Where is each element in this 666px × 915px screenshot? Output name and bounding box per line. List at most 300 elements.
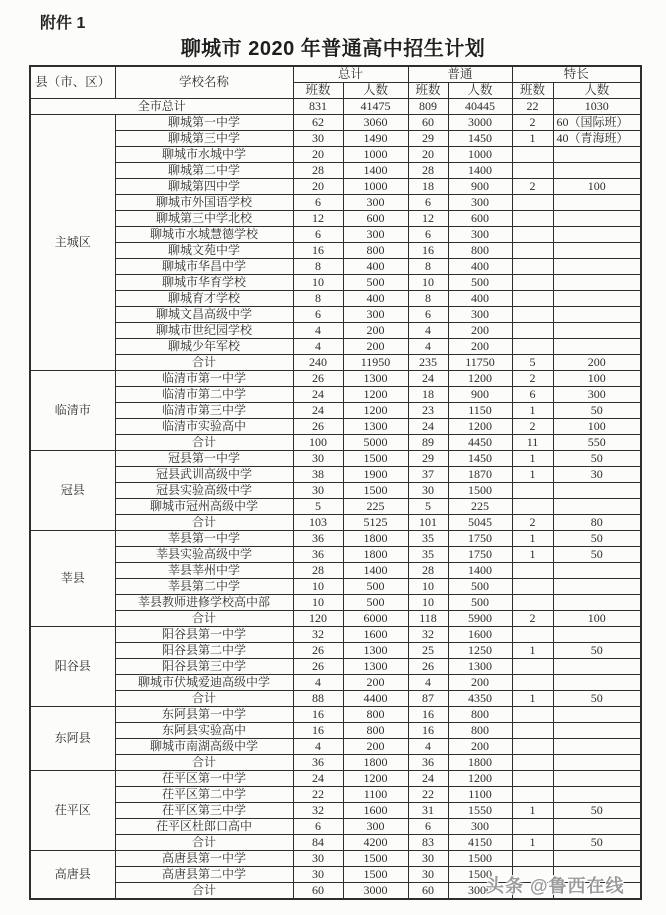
value-cell: 1 xyxy=(512,451,553,467)
table-row xyxy=(30,355,641,371)
value-cell: 800 xyxy=(448,707,512,723)
value-cell: 60 xyxy=(293,883,343,900)
school-cell: 高唐县第二中学 xyxy=(115,867,293,883)
header-group: 特长 xyxy=(512,66,641,83)
value-cell: 1750 xyxy=(448,531,512,547)
value-cell: 18 xyxy=(408,179,448,195)
region-cell: 东阿县 xyxy=(30,707,115,771)
value-cell xyxy=(553,739,641,755)
value-cell: 32 xyxy=(293,627,343,643)
value-cell xyxy=(512,851,553,867)
table-row xyxy=(30,179,641,195)
value-cell: 5 xyxy=(408,499,448,515)
value-cell: 36 xyxy=(293,755,343,771)
value-cell: 2 xyxy=(512,419,553,435)
value-cell xyxy=(512,755,553,771)
value-cell: 25 xyxy=(408,643,448,659)
value-cell xyxy=(553,227,641,243)
value-cell: 300 xyxy=(343,227,408,243)
value-cell: 1400 xyxy=(448,563,512,579)
value-cell xyxy=(512,291,553,307)
value-cell: 600 xyxy=(448,211,512,227)
value-cell xyxy=(512,163,553,179)
value-cell: 32 xyxy=(408,627,448,643)
value-cell xyxy=(512,483,553,499)
value-cell: 29 xyxy=(408,131,448,147)
header-subcol: 人数 xyxy=(343,83,408,99)
school-cell: 聊城少年军校 xyxy=(115,339,293,355)
school-cell: 聊城育才学校 xyxy=(115,291,293,307)
value-cell: 4150 xyxy=(448,835,512,851)
value-cell: 36 xyxy=(293,531,343,547)
value-cell: 900 xyxy=(448,387,512,403)
value-cell xyxy=(553,339,641,355)
value-cell: 3060 xyxy=(343,115,408,131)
value-cell: 26 xyxy=(293,371,343,387)
value-cell: 3000 xyxy=(448,883,512,900)
attachment-label: 附件 1 xyxy=(40,15,86,32)
value-cell: 4 xyxy=(408,739,448,755)
value-cell: 6 xyxy=(512,387,553,403)
region-cell: 高唐县 xyxy=(30,851,115,900)
header-region: 县（市、区） xyxy=(30,66,115,99)
value-cell: 40（青海班） xyxy=(553,131,641,147)
value-cell: 30 xyxy=(293,131,343,147)
school-cell: 东阿县实验高中 xyxy=(115,723,293,739)
value-cell xyxy=(512,499,553,515)
school-cell: 聊城文苑中学 xyxy=(115,243,293,259)
value-cell: 30 xyxy=(553,467,641,483)
table-row xyxy=(30,819,641,835)
value-cell: 16 xyxy=(293,707,343,723)
table-row xyxy=(30,803,641,819)
table-row xyxy=(30,691,641,707)
value-cell: 20 xyxy=(293,179,343,195)
value-cell: 10 xyxy=(408,275,448,291)
value-cell: 24 xyxy=(293,387,343,403)
value-cell: 800 xyxy=(343,243,408,259)
value-cell: 1000 xyxy=(448,147,512,163)
school-cell: 合计 xyxy=(115,435,293,451)
value-cell: 5 xyxy=(293,499,343,515)
value-cell: 300 xyxy=(448,307,512,323)
value-cell xyxy=(512,595,553,611)
value-cell xyxy=(512,147,553,163)
enrollment-table xyxy=(29,65,642,900)
school-cell: 聊城市南湖高级中学 xyxy=(115,739,293,755)
value-cell xyxy=(512,307,553,323)
value-cell: 200 xyxy=(448,339,512,355)
value-cell xyxy=(553,659,641,675)
value-cell: 4 xyxy=(293,339,343,355)
value-cell: 1100 xyxy=(343,787,408,803)
value-cell: 100 xyxy=(553,179,641,195)
value-cell: 240 xyxy=(293,355,343,371)
value-cell: 809 xyxy=(408,99,448,115)
value-cell: 300 xyxy=(343,307,408,323)
value-cell: 1 xyxy=(512,403,553,419)
value-cell xyxy=(553,291,641,307)
value-cell: 200 xyxy=(343,739,408,755)
value-cell: 1100 xyxy=(448,787,512,803)
table-row xyxy=(30,371,641,387)
region-cell: 莘县 xyxy=(30,531,115,627)
value-cell: 50 xyxy=(553,643,641,659)
table-row xyxy=(30,675,641,691)
school-cell: 聊城第三中学北校 xyxy=(115,211,293,227)
value-cell: 4 xyxy=(408,339,448,355)
value-cell: 1 xyxy=(512,803,553,819)
value-cell: 60 xyxy=(408,883,448,900)
value-cell: 30 xyxy=(408,483,448,499)
value-cell: 1500 xyxy=(448,483,512,499)
value-cell: 1750 xyxy=(448,547,512,563)
value-cell: 16 xyxy=(408,243,448,259)
school-cell: 聊城市华育学校 xyxy=(115,275,293,291)
value-cell: 5000 xyxy=(343,435,408,451)
school-cell: 阳谷县第二中学 xyxy=(115,643,293,659)
value-cell: 8 xyxy=(293,259,343,275)
value-cell: 16 xyxy=(408,707,448,723)
value-cell: 1800 xyxy=(343,755,408,771)
table-row xyxy=(30,291,641,307)
school-cell: 聊城第二中学 xyxy=(115,163,293,179)
value-cell xyxy=(512,243,553,259)
value-cell: 1800 xyxy=(343,531,408,547)
value-cell: 1450 xyxy=(448,451,512,467)
value-cell xyxy=(553,723,641,739)
value-cell: 35 xyxy=(408,547,448,563)
value-cell: 50 xyxy=(553,835,641,851)
value-cell: 1200 xyxy=(343,771,408,787)
value-cell xyxy=(553,851,641,867)
value-cell xyxy=(553,163,641,179)
value-cell: 400 xyxy=(448,291,512,307)
value-cell: 50 xyxy=(553,531,641,547)
value-cell: 2 xyxy=(512,115,553,131)
value-cell: 100 xyxy=(553,611,641,627)
value-cell: 3000 xyxy=(343,883,408,900)
value-cell: 200 xyxy=(343,675,408,691)
school-cell: 莘县教师进修学校高中部 xyxy=(115,595,293,611)
school-cell: 合计 xyxy=(115,691,293,707)
value-cell: 100 xyxy=(553,371,641,387)
school-cell: 茌平区第三中学 xyxy=(115,803,293,819)
table-row xyxy=(30,243,641,259)
value-cell: 1400 xyxy=(448,163,512,179)
value-cell: 4200 xyxy=(343,835,408,851)
school-cell: 冠县实验高级中学 xyxy=(115,483,293,499)
value-cell: 1300 xyxy=(448,659,512,675)
value-cell: 200 xyxy=(553,355,641,371)
value-cell xyxy=(512,771,553,787)
value-cell: 36 xyxy=(408,755,448,771)
value-cell: 6 xyxy=(293,195,343,211)
value-cell: 1200 xyxy=(343,387,408,403)
value-cell: 1490 xyxy=(343,131,408,147)
value-cell: 50 xyxy=(553,547,641,563)
value-cell: 31 xyxy=(408,803,448,819)
value-cell: 60 xyxy=(408,115,448,131)
value-cell: 35 xyxy=(408,531,448,547)
school-cell: 聊城市水城中学 xyxy=(115,147,293,163)
table-row xyxy=(30,275,641,291)
table-row xyxy=(30,563,641,579)
value-cell: 41475 xyxy=(343,99,408,115)
value-cell: 5 xyxy=(512,355,553,371)
value-cell xyxy=(512,787,553,803)
school-cell: 莘县莘州中学 xyxy=(115,563,293,579)
value-cell: 1300 xyxy=(343,371,408,387)
school-cell: 合计 xyxy=(115,611,293,627)
region-cell: 冠县 xyxy=(30,451,115,531)
value-cell: 16 xyxy=(293,243,343,259)
value-cell: 1030 xyxy=(553,99,641,115)
value-cell: 1800 xyxy=(448,755,512,771)
table-row xyxy=(30,595,641,611)
value-cell: 11750 xyxy=(448,355,512,371)
value-cell: 800 xyxy=(343,723,408,739)
value-cell xyxy=(512,339,553,355)
school-cell: 聊城市水城慧德学校 xyxy=(115,227,293,243)
value-cell: 80 xyxy=(553,515,641,531)
region-cell: 主城区 xyxy=(30,115,115,371)
page-title: 聊城市 2020 年普通高中招生计划 xyxy=(180,38,486,60)
value-cell: 6 xyxy=(293,307,343,323)
value-cell xyxy=(512,723,553,739)
region-cell: 阳谷县 xyxy=(30,627,115,707)
value-cell xyxy=(553,195,641,211)
header-subcol: 人数 xyxy=(553,83,641,99)
value-cell: 300 xyxy=(448,195,512,211)
value-cell: 400 xyxy=(343,291,408,307)
value-cell: 6 xyxy=(293,227,343,243)
value-cell: 50 xyxy=(553,803,641,819)
value-cell: 22 xyxy=(512,99,553,115)
value-cell: 225 xyxy=(343,499,408,515)
value-cell xyxy=(512,211,553,227)
value-cell: 26 xyxy=(408,659,448,675)
value-cell: 84 xyxy=(293,835,343,851)
value-cell: 400 xyxy=(343,259,408,275)
value-cell: 1250 xyxy=(448,643,512,659)
value-cell: 30 xyxy=(293,451,343,467)
value-cell xyxy=(512,227,553,243)
citywide-total-row xyxy=(30,99,641,115)
school-cell: 茌平区第一中学 xyxy=(115,771,293,787)
value-cell: 235 xyxy=(408,355,448,371)
value-cell: 1 xyxy=(512,643,553,659)
value-cell: 118 xyxy=(408,611,448,627)
value-cell: 8 xyxy=(408,291,448,307)
value-cell: 200 xyxy=(448,739,512,755)
school-cell: 高唐县第一中学 xyxy=(115,851,293,867)
value-cell: 1500 xyxy=(343,867,408,883)
value-cell: 10 xyxy=(293,579,343,595)
value-cell: 10 xyxy=(293,595,343,611)
school-cell: 聊城第一中学 xyxy=(115,115,293,131)
value-cell: 28 xyxy=(293,563,343,579)
value-cell: 4 xyxy=(293,739,343,755)
value-cell: 4 xyxy=(293,675,343,691)
value-cell: 38 xyxy=(293,467,343,483)
table-row xyxy=(30,627,641,643)
school-cell: 聊城第三中学 xyxy=(115,131,293,147)
value-cell: 800 xyxy=(448,723,512,739)
value-cell: 18 xyxy=(408,387,448,403)
value-cell: 100 xyxy=(553,419,641,435)
value-cell xyxy=(512,627,553,643)
table-row xyxy=(30,211,641,227)
header-subcol: 班数 xyxy=(408,83,448,99)
value-cell: 1000 xyxy=(343,179,408,195)
table-row xyxy=(30,195,641,211)
value-cell: 1500 xyxy=(448,851,512,867)
value-cell: 6 xyxy=(293,819,343,835)
value-cell: 2 xyxy=(512,611,553,627)
value-cell: 24 xyxy=(408,371,448,387)
value-cell: 500 xyxy=(448,275,512,291)
value-cell xyxy=(512,259,553,275)
value-cell: 8 xyxy=(408,259,448,275)
header-subcol: 班数 xyxy=(512,83,553,99)
value-cell: 1400 xyxy=(343,163,408,179)
table-row xyxy=(30,451,641,467)
table-row xyxy=(30,323,641,339)
value-cell: 500 xyxy=(343,579,408,595)
value-cell: 24 xyxy=(408,771,448,787)
value-cell: 26 xyxy=(293,643,343,659)
value-cell: 16 xyxy=(408,723,448,739)
value-cell: 500 xyxy=(343,595,408,611)
table-row xyxy=(30,227,641,243)
value-cell: 1200 xyxy=(343,403,408,419)
school-cell: 茌平区第二中学 xyxy=(115,787,293,803)
value-cell xyxy=(553,483,641,499)
value-cell: 1550 xyxy=(448,803,512,819)
value-cell: 2 xyxy=(512,515,553,531)
value-cell: 900 xyxy=(448,179,512,195)
table-row xyxy=(30,707,641,723)
value-cell: 200 xyxy=(343,339,408,355)
school-cell: 聊城市外国语学校 xyxy=(115,195,293,211)
value-cell: 60（国际班） xyxy=(553,115,641,131)
value-cell: 101 xyxy=(408,515,448,531)
value-cell xyxy=(553,579,641,595)
value-cell xyxy=(553,275,641,291)
value-cell: 5900 xyxy=(448,611,512,627)
value-cell xyxy=(553,563,641,579)
school-cell: 合计 xyxy=(115,883,293,900)
value-cell: 6000 xyxy=(343,611,408,627)
value-cell xyxy=(553,787,641,803)
value-cell: 24 xyxy=(293,771,343,787)
school-cell: 聊城市世纪园学校 xyxy=(115,323,293,339)
school-cell: 合计 xyxy=(115,355,293,371)
value-cell xyxy=(553,675,641,691)
value-cell xyxy=(512,707,553,723)
value-cell: 1500 xyxy=(343,483,408,499)
value-cell: 37 xyxy=(408,467,448,483)
value-cell: 36 xyxy=(293,547,343,563)
table-row xyxy=(30,611,641,627)
school-cell: 聊城第四中学 xyxy=(115,179,293,195)
table-row xyxy=(30,739,641,755)
value-cell: 1 xyxy=(512,467,553,483)
table-row xyxy=(30,723,641,739)
value-cell: 1200 xyxy=(448,771,512,787)
value-cell: 3000 xyxy=(448,115,512,131)
value-cell: 30 xyxy=(293,867,343,883)
value-cell: 1 xyxy=(512,835,553,851)
value-cell: 10 xyxy=(408,579,448,595)
value-cell: 1300 xyxy=(343,643,408,659)
table-row xyxy=(30,163,641,179)
citywide-label: 全市总计 xyxy=(30,99,293,115)
header-group: 总计 xyxy=(293,66,408,83)
region-cell: 临清市 xyxy=(30,371,115,451)
value-cell: 1600 xyxy=(343,627,408,643)
value-cell: 4 xyxy=(408,675,448,691)
value-cell: 300 xyxy=(448,819,512,835)
table-row xyxy=(30,771,641,787)
value-cell: 24 xyxy=(408,419,448,435)
value-cell: 120 xyxy=(293,611,343,627)
value-cell: 500 xyxy=(343,275,408,291)
value-cell: 200 xyxy=(448,675,512,691)
value-cell: 28 xyxy=(293,163,343,179)
value-cell: 225 xyxy=(448,499,512,515)
value-cell xyxy=(553,755,641,771)
header-row-groups xyxy=(30,66,641,83)
value-cell: 1500 xyxy=(448,867,512,883)
value-cell xyxy=(512,323,553,339)
value-cell: 200 xyxy=(343,323,408,339)
value-cell: 22 xyxy=(293,787,343,803)
table-row xyxy=(30,419,641,435)
school-cell: 莘县第一中学 xyxy=(115,531,293,547)
value-cell: 24 xyxy=(293,403,343,419)
school-cell: 东阿县第一中学 xyxy=(115,707,293,723)
value-cell: 1300 xyxy=(343,419,408,435)
table-row xyxy=(30,435,641,451)
table-row xyxy=(30,499,641,515)
school-cell: 聊城市伏城爱迪高级中学 xyxy=(115,675,293,691)
value-cell: 16 xyxy=(293,723,343,739)
value-cell: 1200 xyxy=(448,371,512,387)
value-cell: 30 xyxy=(408,851,448,867)
value-cell xyxy=(553,259,641,275)
value-cell: 6 xyxy=(408,819,448,835)
table-row xyxy=(30,339,641,355)
value-cell: 4450 xyxy=(448,435,512,451)
table-row xyxy=(30,467,641,483)
value-cell: 1 xyxy=(512,131,553,147)
table-row xyxy=(30,307,641,323)
value-cell: 89 xyxy=(408,435,448,451)
school-cell: 临清市第一中学 xyxy=(115,371,293,387)
value-cell: 22 xyxy=(408,787,448,803)
value-cell: 800 xyxy=(448,243,512,259)
value-cell: 4350 xyxy=(448,691,512,707)
school-cell: 阳谷县第一中学 xyxy=(115,627,293,643)
table-body xyxy=(30,99,641,900)
school-cell: 合计 xyxy=(115,515,293,531)
value-cell: 88 xyxy=(293,691,343,707)
value-cell: 550 xyxy=(553,435,641,451)
value-cell: 1200 xyxy=(448,419,512,435)
school-cell: 聊城市冠州高级中学 xyxy=(115,499,293,515)
